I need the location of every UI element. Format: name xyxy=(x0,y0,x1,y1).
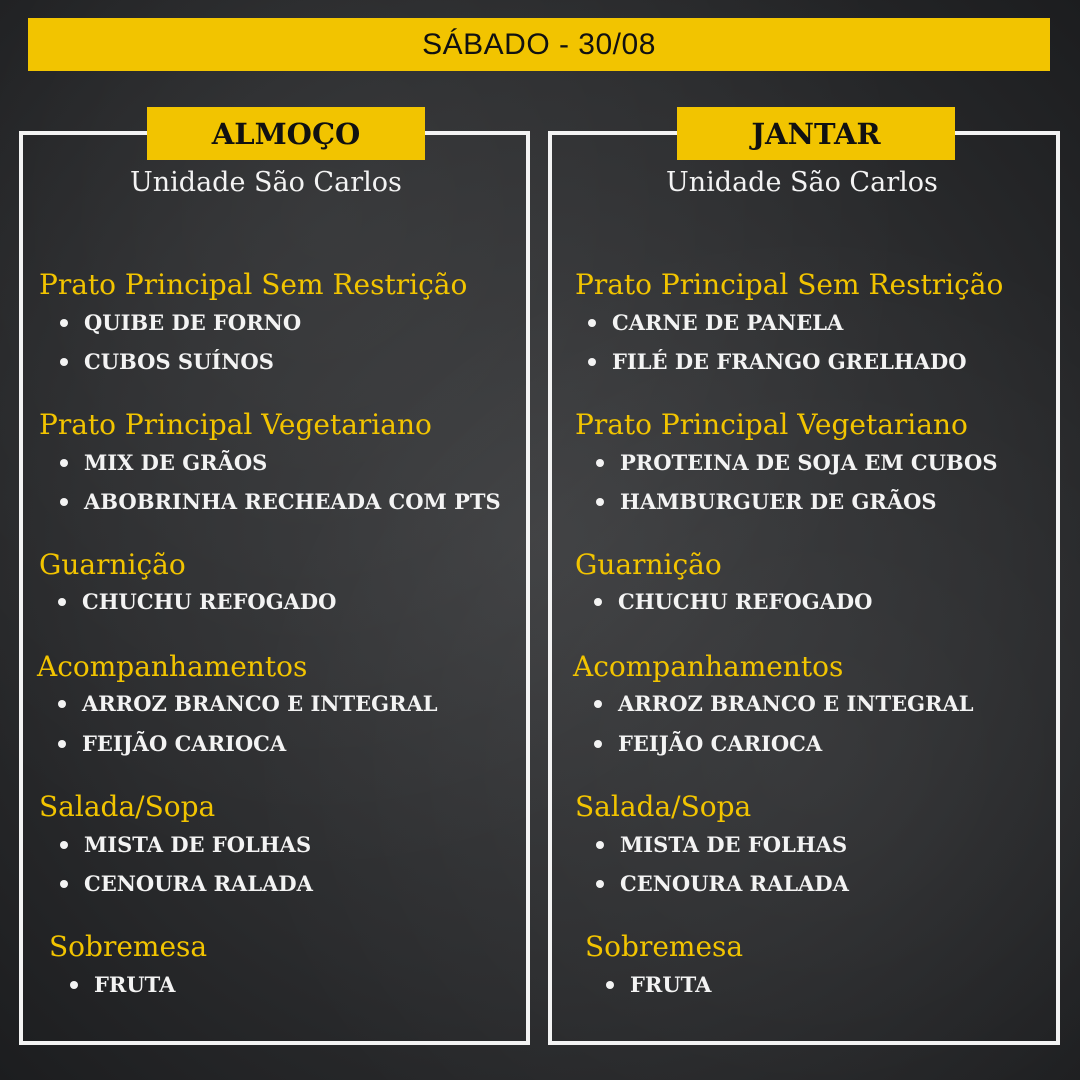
dinner-menu-item: CHUCHU REFOGADO xyxy=(594,589,872,614)
lunch-section-title: Salada/Sopa xyxy=(39,790,216,823)
lunch-menu-item: CHUCHU REFOGADO xyxy=(58,589,336,614)
bullet-icon xyxy=(588,319,596,327)
dinner-menu-item: HAMBURGUER DE GRÃOS xyxy=(596,489,937,514)
date-banner xyxy=(28,18,1050,71)
bullet-icon xyxy=(60,459,68,467)
dinner-section-title: Guarnição xyxy=(575,548,722,581)
lunch-section-title: Acompanhamentos xyxy=(37,650,308,683)
lunch-section-title: Guarnição xyxy=(39,548,186,581)
dinner-menu-item: PROTEINA DE SOJA EM CUBOS xyxy=(596,450,998,475)
bullet-icon xyxy=(594,700,602,708)
bullet-icon xyxy=(60,319,68,327)
bullet-icon xyxy=(588,358,596,366)
dinner-menu-item: ARROZ BRANCO E INTEGRAL xyxy=(594,691,974,716)
lunch-menu-item: FEIJÃO CARIOCA xyxy=(58,731,286,756)
lunch-menu-item: ABOBRINHA RECHEADA COM PTS xyxy=(60,489,501,514)
dinner-section-title: Prato Principal Vegetariano xyxy=(575,408,968,441)
dinner-title: JANTAR xyxy=(751,116,881,151)
dinner-unit: Unidade São Carlos xyxy=(666,167,938,198)
lunch-unit: Unidade São Carlos xyxy=(130,167,402,198)
dinner-menu-item: MISTA DE FOLHAS xyxy=(596,832,847,857)
dinner-menu-item: FEIJÃO CARIOCA xyxy=(594,731,822,756)
bullet-icon xyxy=(58,598,66,606)
bullet-icon xyxy=(594,740,602,748)
bullet-icon xyxy=(60,358,68,366)
dinner-section-title: Sobremesa xyxy=(585,930,744,963)
bullet-icon xyxy=(596,841,604,849)
dinner-menu-item: FILÉ DE FRANGO GRELHADO xyxy=(588,349,967,374)
lunch-section-title: Prato Principal Sem Restrição xyxy=(39,268,468,301)
bullet-icon xyxy=(596,498,604,506)
lunch-section-title: Prato Principal Vegetariano xyxy=(39,408,432,441)
bullet-icon xyxy=(594,598,602,606)
lunch-menu-item: QUIBE DE FORNO xyxy=(60,310,301,335)
bullet-icon xyxy=(60,880,68,888)
dinner-section-title: Salada/Sopa xyxy=(575,790,752,823)
dinner-section-title: Prato Principal Sem Restrição xyxy=(575,268,1004,301)
lunch-menu-item: FRUTA xyxy=(70,972,175,997)
bullet-icon xyxy=(596,880,604,888)
bullet-icon xyxy=(58,740,66,748)
lunch-tab xyxy=(147,107,425,160)
lunch-menu-item: MISTA DE FOLHAS xyxy=(60,832,311,857)
dinner-menu-item: CARNE DE PANELA xyxy=(588,310,843,335)
lunch-menu-item: ARROZ BRANCO E INTEGRAL xyxy=(58,691,438,716)
dinner-menu-item: CENOURA RALADA xyxy=(596,871,849,896)
lunch-menu-item: CENOURA RALADA xyxy=(60,871,313,896)
bullet-icon xyxy=(596,459,604,467)
bullet-icon xyxy=(58,700,66,708)
bullet-icon xyxy=(70,981,78,989)
date-title: SÁBADO - 30/08 xyxy=(422,27,656,61)
bullet-icon xyxy=(60,498,68,506)
lunch-title: ALMOÇO xyxy=(211,116,361,151)
lunch-menu-item: CUBOS SUÍNOS xyxy=(60,349,274,374)
dinner-section-title: Acompanhamentos xyxy=(573,650,844,683)
bullet-icon xyxy=(60,841,68,849)
lunch-section-title: Sobremesa xyxy=(49,930,208,963)
lunch-menu-item: MIX DE GRÃOS xyxy=(60,450,267,475)
dinner-menu-item: FRUTA xyxy=(606,972,711,997)
bullet-icon xyxy=(606,981,614,989)
dinner-tab xyxy=(677,107,955,160)
